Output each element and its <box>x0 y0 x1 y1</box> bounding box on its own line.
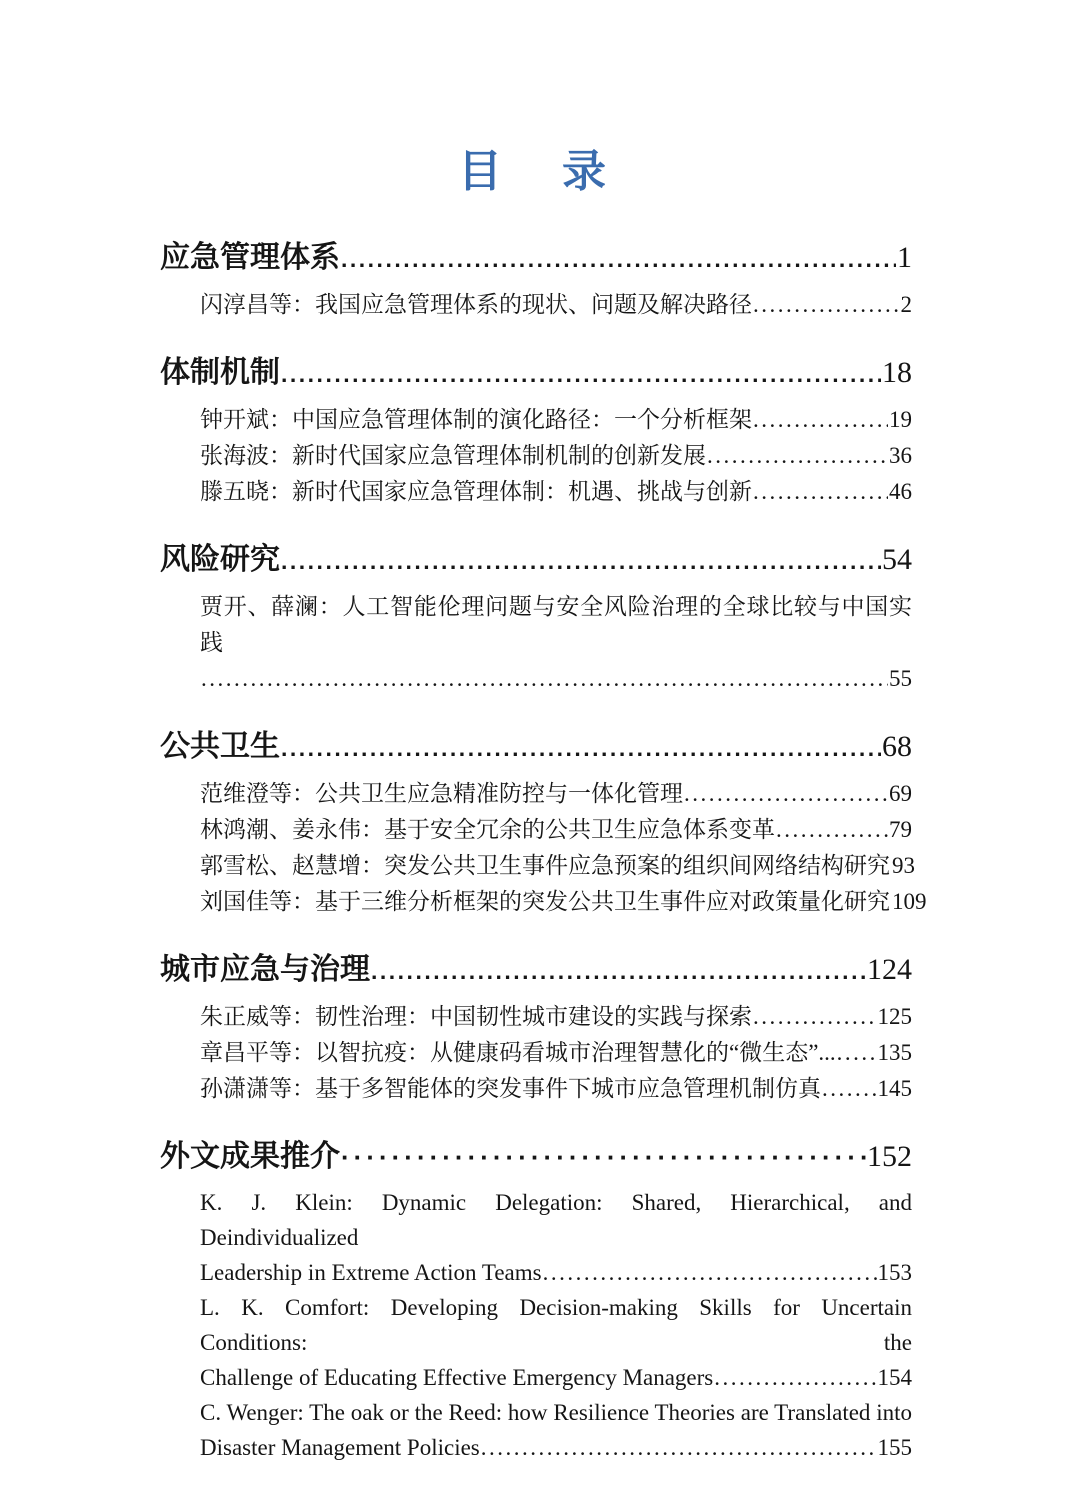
dot-leader <box>281 540 881 581</box>
toc-entry-page-number: 154 <box>877 1365 912 1390</box>
toc-section-public-health <box>160 727 927 920</box>
toc-entry-title: 闪淳昌等：我国应急管理体系的现状、问题及解决路径 <box>200 292 752 317</box>
toc-entry <box>200 812 912 848</box>
section-items <box>200 287 912 323</box>
dot-leader <box>341 1137 866 1177</box>
toc-entry <box>200 1395 912 1465</box>
dot-leader <box>753 287 900 323</box>
section-heading-label: 体制机制 <box>160 356 280 389</box>
toc-entry-page-number: 93 <box>892 853 915 878</box>
dot-leader <box>753 474 888 510</box>
section-heading <box>160 353 912 394</box>
toc-section-foreign-publications <box>160 1137 912 1465</box>
section-heading-label: 城市应急与治理 <box>160 953 370 986</box>
section-heading <box>160 540 912 581</box>
dot-leader <box>281 353 881 394</box>
toc-entry <box>200 1290 912 1395</box>
section-items <box>200 999 912 1107</box>
toc-entry-title: 滕五晓：新时代国家应急管理体制：机遇、挑战与创新 <box>200 479 752 504</box>
dot-leader <box>753 402 888 438</box>
toc-entry-page-number: 19 <box>889 407 912 432</box>
section-page-number: 18 <box>882 356 912 389</box>
section-items <box>200 402 912 510</box>
dot-leader <box>776 812 888 848</box>
toc-entry <box>200 884 927 920</box>
toc-entry-title: 章昌平等：以智抗疫：从健康码看城市治理智慧化的“微生态”... <box>200 1040 836 1065</box>
toc-entry <box>200 1185 912 1290</box>
toc-entry-line2 <box>200 1255 912 1290</box>
section-heading <box>160 950 912 991</box>
dot-leader <box>371 950 866 991</box>
section-page-number: 54 <box>882 543 912 576</box>
section-page-number: 68 <box>882 730 912 763</box>
toc-entry <box>200 1035 912 1071</box>
toc-entry-page-number: 153 <box>877 1260 912 1285</box>
section-heading-label: 公共卫生 <box>160 730 280 763</box>
toc-entry-title: 林鸿潮、姜永伟：基于安全冗余的公共卫生应急体系变革 <box>200 817 775 842</box>
toc-entry-page-number: 125 <box>877 1004 912 1029</box>
toc-entry-page-number: 109 <box>892 889 927 914</box>
toc-entry-title: 钟开斌：中国应急管理体制的演化路径：一个分析框架 <box>200 407 752 432</box>
toc-section-emergency-management-system <box>160 238 912 323</box>
toc-entry-title-line2-text: Disaster Management Policies <box>200 1435 480 1460</box>
section-page-number: 124 <box>867 953 912 986</box>
toc-entry-title-line1: L. K. Comfort: Developing Decision-making Skills for Uncertain Conditions: the <box>200 1295 912 1355</box>
toc-entry <box>200 999 912 1035</box>
section-heading-label: 应急管理体系 <box>160 241 340 274</box>
dot-leader <box>714 1360 876 1395</box>
dot-leader <box>822 1071 877 1107</box>
toc-entry-line2 <box>200 661 912 697</box>
dot-leader <box>707 438 888 474</box>
toc-entry-page-number: 135 <box>877 1040 912 1065</box>
page-title: 目 录 <box>458 147 614 196</box>
toc-section-institutional-mechanisms <box>160 353 912 510</box>
toc-entry-title: 刘国佳等：基于三维分析框架的突发公共卫生事件应对政策量化研究 <box>200 889 890 914</box>
section-items <box>200 776 927 920</box>
dot-leader <box>341 238 896 279</box>
toc-entry-page-number: 155 <box>877 1435 912 1460</box>
toc-entry-page-number: 46 <box>889 479 912 504</box>
toc-entry-page-number: 2 <box>900 292 912 317</box>
toc-entry-title-line1: K. J. Klein: Dynamic Delegation: Shared, Hierarchical, and Deindividualized <box>200 1190 912 1250</box>
toc-entry <box>200 776 912 812</box>
toc-entry-title: 张海波：新时代国家应急管理体制机制的创新发展 <box>200 443 706 468</box>
section-heading-label: 风险研究 <box>160 543 280 576</box>
section-items <box>200 1185 912 1465</box>
toc-section-risk-research <box>160 540 912 697</box>
toc-entry-title-line2-text: Challenge of Educating Effective Emergency Managers <box>200 1365 714 1390</box>
toc-entry-title: 孙潇潇等：基于多智能体的突发事件下城市应急管理机制仿真 <box>200 1076 821 1101</box>
toc-entry <box>200 1071 912 1107</box>
toc-entry <box>200 589 912 697</box>
dot-leader <box>481 1430 877 1465</box>
toc-entry-title-line2-text: Leadership in Extreme Action Teams <box>200 1260 542 1285</box>
section-heading <box>160 238 912 279</box>
toc-entry-page-number: 79 <box>889 817 912 842</box>
dot-leader <box>281 727 881 768</box>
toc-entry-title: 范维澄等：公共卫生应急精准防控与一体化管理 <box>200 781 683 806</box>
toc-entry-page-number: 69 <box>889 781 912 806</box>
toc-entry <box>200 474 912 510</box>
section-page-number: 152 <box>867 1140 912 1173</box>
dot-leader <box>201 661 888 697</box>
dot-leader <box>684 776 888 812</box>
toc-entry <box>200 848 915 884</box>
toc-entry <box>200 438 912 474</box>
dot-leader <box>753 999 877 1035</box>
toc-entry-page-number: 55 <box>889 666 912 691</box>
toc-entry-page-number: 145 <box>877 1076 912 1101</box>
toc-section-urban-emergency-governance <box>160 950 912 1107</box>
section-items <box>200 589 912 697</box>
section-heading-label: 外文成果推介 <box>160 1140 340 1173</box>
toc-entry <box>200 402 912 438</box>
toc-entry-title: 朱正威等：韧性治理：中国韧性城市建设的实践与探索 <box>200 1004 752 1029</box>
toc-entry <box>200 287 912 323</box>
section-heading <box>160 727 912 768</box>
dot-leader <box>837 1035 877 1071</box>
section-heading <box>160 1137 912 1177</box>
toc-entry-line2 <box>200 1360 912 1395</box>
toc-entry-page-number: 36 <box>889 443 912 468</box>
section-page-number: 1 <box>897 241 912 274</box>
toc-entry-title-line1: C. Wenger: The oak or the Reed: how Resilience Theories are Translated into <box>200 1400 912 1425</box>
toc-entry-line2 <box>200 1430 912 1465</box>
toc-entry-title: 郭雪松、赵慧增：突发公共卫生事件应急预案的组织间网络结构研究 <box>200 853 890 878</box>
dot-leader <box>543 1255 877 1290</box>
toc-entry-title-line1: 贾开、薛澜：人工智能伦理问题与安全风险治理的全球比较与中国实践 <box>200 594 912 655</box>
